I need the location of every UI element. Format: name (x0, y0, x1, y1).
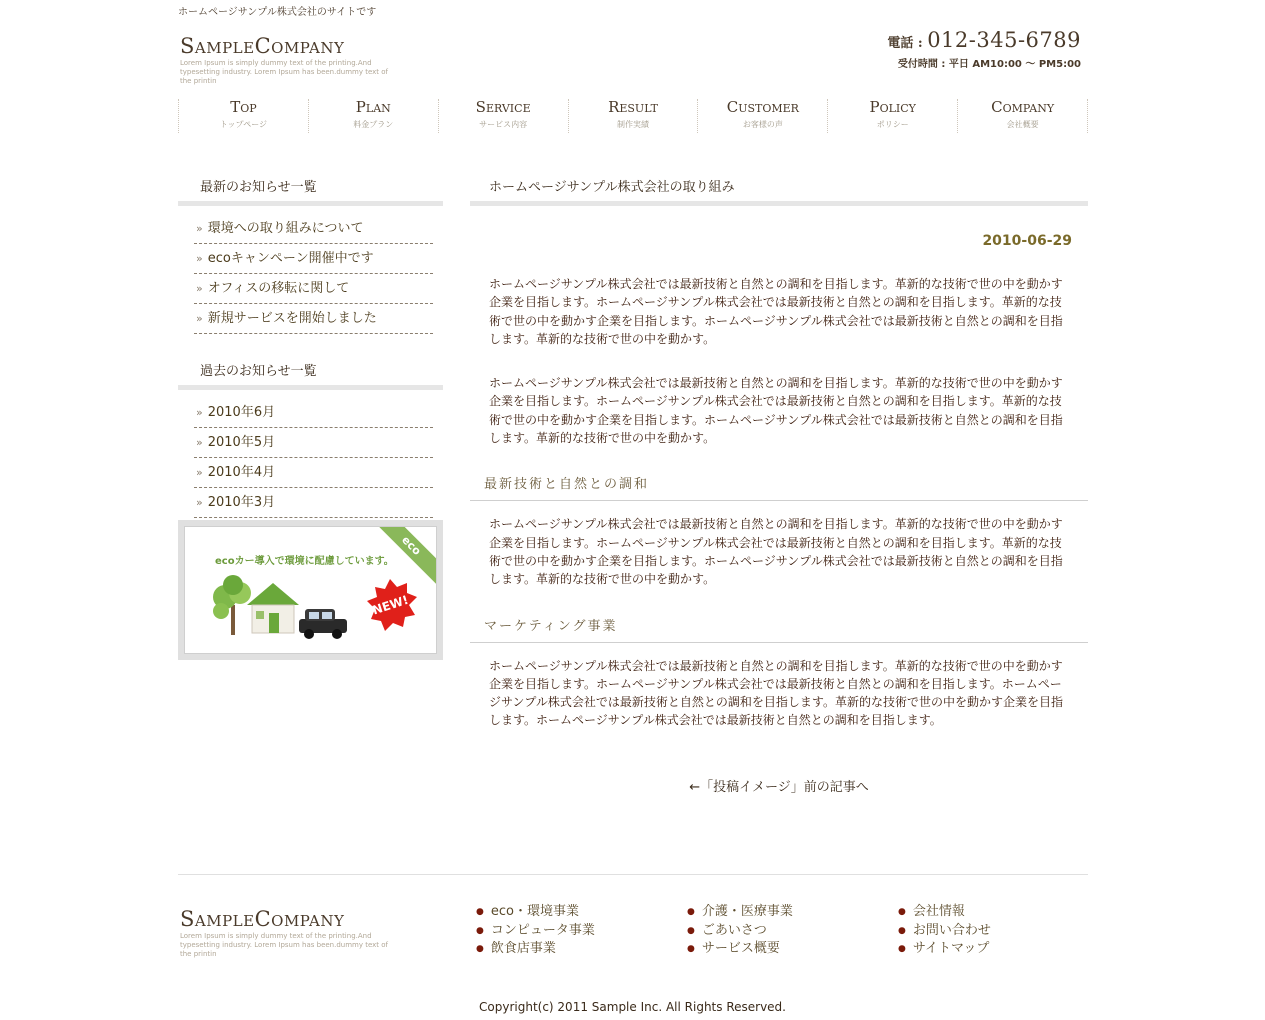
site-tagline: ホームページサンプル株式会社のサイトです (178, 7, 377, 18)
archive-item-label: 2010年3月 (207, 495, 276, 510)
nav-sublabel: 料金プラン (353, 120, 394, 129)
car-icon (299, 609, 347, 639)
nav-label: Top (230, 98, 257, 116)
logo-name: SampleCompany (180, 907, 345, 931)
latest-news-item[interactable] (194, 214, 433, 244)
latest-news-list (178, 214, 443, 334)
raquo-icon: » (196, 406, 203, 419)
nav-item-customer[interactable] (697, 99, 827, 133)
latest-news-item[interactable] (194, 244, 433, 274)
archive-item[interactable] (194, 488, 433, 518)
footer-link[interactable] (898, 922, 991, 941)
archive-item-label: 2010年5月 (207, 435, 276, 450)
archive-item[interactable] (194, 398, 433, 428)
eco-banner-text: ecoカー導入で環境に配慮しています。 (215, 556, 394, 567)
bullet-icon: ● (687, 944, 695, 954)
bullet-icon: ● (898, 907, 906, 917)
eco-ribbon: eco (373, 526, 437, 584)
copyright: Copyright(c) 2011 Sample Inc. All Rights Reserved. (479, 1000, 786, 1014)
nav-sublabel: お客様の声 (742, 120, 783, 129)
eco-illustration (185, 527, 437, 654)
nav-label: Result (608, 98, 658, 116)
bullet-icon: ● (898, 925, 906, 936)
raquo-icon: » (196, 466, 203, 479)
latest-news-heading: 最新のお知らせ一覧 (178, 170, 443, 206)
footer-links-col-1 (476, 903, 595, 959)
article-paragraph: ホームページサンプル株式会社では最新技術と自然との調和を目指します。革新的な技術で世の中を動かす企業を目指します。ホームページサンプル株式会社では最新技術と自然との調和を目指します。革新的な技術で世の中を動かす企業を目指します。ホームページサンプル株式会社では最新技術と自然との調和を目指します。革新的な技術で世の中を動かす。 (489, 277, 1063, 346)
logo-subtext: Lorem Ipsum is simply dummy text of the printing.And typesetting industry. Lorem Ipsum has been.dummy text of the printin (180, 59, 389, 85)
nav-item-plan[interactable] (308, 99, 438, 133)
nav-sublabel: ポリシー (876, 120, 909, 129)
news-item-label: 新規サービスを開始しました (207, 311, 377, 326)
raquo-icon: » (196, 436, 203, 449)
nav-label: Customer (726, 98, 799, 116)
footer-link-label: ごあいさつ (701, 922, 767, 938)
past-news-list (178, 398, 443, 518)
house-icon (247, 583, 299, 633)
bullet-icon: ● (476, 907, 484, 917)
global-nav (178, 99, 1088, 133)
eco-banner[interactable] (178, 520, 443, 660)
phone-number: 012-345-6789 (927, 28, 1081, 52)
news-item-label: オフィスの移転に関して (207, 281, 350, 296)
nav-sublabel: 制作実績 (617, 120, 649, 129)
section-title: 最新技術と自然との調和 (470, 473, 1088, 501)
nav-label: Company (991, 98, 1055, 116)
footer-link-label: 介護・医療事業 (701, 904, 793, 919)
tree-icon (213, 575, 251, 635)
raquo-icon: » (196, 312, 203, 325)
archive-item-label: 2010年6月 (207, 405, 276, 420)
nav-sublabel: トップページ (219, 120, 268, 129)
nav-item-service[interactable] (438, 99, 568, 133)
footer-link[interactable] (687, 922, 793, 941)
nav-label: Service (475, 98, 531, 116)
footer-link[interactable] (687, 940, 793, 959)
sidebar (178, 170, 443, 518)
archive-item-label: 2010年4月 (207, 465, 276, 480)
article-paragraph: ホームページサンプル株式会社では最新技術と自然との調和を目指します。革新的な技術で世の中を動かす企業を目指します。ホームページサンプル株式会社では最新技術と自然との調和を目指します。革新的な技術で世の中を動かす企業を目指します。ホームページサンプル株式会社では最新技術と自然との調和を目指します。革新的な技術で世の中を動かす。 (489, 376, 1063, 446)
latest-news-item[interactable] (194, 274, 433, 304)
new-badge-text: NEW! (370, 592, 411, 618)
new-badge-icon (367, 579, 417, 631)
past-news-heading: 過去のお知らせ一覧 (178, 354, 443, 390)
nav-sublabel: 会社概要 (1006, 120, 1039, 129)
article-paragraph: ホームページサンプル株式会社では最新技術と自然との調和を目指します。革新的な技術で世の中を動かす企業を目指します。ホームページサンプル株式会社では最新技術と自然との調和を目指します。革新的な技術で世の中を動かす企業を目指します。ホームページサンプル株式会社では最新技術と自然との調和を目指します。革新的な技術で世の中を動かす。 (489, 517, 1063, 587)
nav-item-result[interactable] (568, 99, 698, 133)
footer-link-label: eco・環境事業 (490, 904, 579, 919)
news-item-label: 環境への取り組みについて (207, 221, 364, 236)
section-title: マーケティング事業 (470, 615, 1088, 643)
footer-link-label: お問い合わせ (912, 922, 991, 938)
archive-item[interactable] (194, 428, 433, 458)
footer-links-col-3 (898, 903, 991, 959)
raquo-icon: » (196, 496, 203, 509)
phone-hours: 受付時間 : 平日 AM10:00 〜 PM5:00 (897, 59, 1081, 70)
footer-link[interactable] (898, 940, 991, 959)
bullet-icon: ● (687, 907, 695, 917)
logo-name: SampleCompany (180, 34, 345, 58)
eco-banner-inner (184, 526, 437, 654)
footer-link[interactable] (476, 903, 595, 922)
previous-post-link[interactable]: ←「投稿イメージ」前の記事へ (689, 779, 869, 795)
footer-link[interactable] (687, 903, 793, 922)
footer-link[interactable] (476, 940, 595, 959)
footer-links-col-2 (687, 903, 793, 959)
raquo-icon: » (196, 222, 203, 235)
main-content (470, 170, 1088, 795)
news-item-label: ecoキャンペーン開催中です (207, 251, 374, 266)
bullet-icon: ● (687, 925, 695, 936)
footer-link-label: サービス概要 (701, 941, 780, 956)
post-date: 2010-06-29 (982, 233, 1072, 249)
footer-link-label: 会社情報 (912, 904, 965, 919)
raquo-icon: » (196, 282, 203, 295)
footer-logo[interactable] (180, 907, 400, 959)
footer-link-label: コンピュータ事業 (490, 922, 595, 938)
nav-sublabel: サービス内容 (479, 120, 528, 129)
nav-item-company[interactable] (957, 99, 1088, 133)
nav-item-top[interactable] (178, 99, 308, 133)
article-paragraph: ホームページサンプル株式会社では最新技術と自然との調和を目指します。革新的な技術で世の中を動かす企業を目指します。ホームページサンプル株式会社では最新技術と自然との調和を目指します。ホームページサンプル株式会社では最新技術と自然との調和を目指します。革新的な技術で世の中を動かす企業を目指します。ホームページサンプル株式会社では最新技術と自然との調和を目指します。 (489, 658, 1063, 728)
phone-label: 電話 : (887, 36, 928, 51)
footer-link[interactable] (898, 903, 991, 922)
contact-phone (887, 28, 1081, 70)
footer-link[interactable] (476, 922, 595, 941)
latest-news-item[interactable] (194, 304, 433, 334)
nav-item-policy[interactable] (827, 99, 957, 133)
nav-label: Plan (355, 98, 391, 116)
raquo-icon: » (196, 252, 203, 265)
nav-label: Policy (869, 98, 916, 116)
footer-link-label: 飲食店事業 (490, 941, 556, 956)
archive-item[interactable] (194, 458, 433, 488)
footer-link-label: サイトマップ (912, 941, 990, 956)
footer-divider (178, 874, 1088, 875)
bullet-icon: ● (898, 944, 906, 954)
site-logo[interactable] (180, 34, 400, 86)
article-title: ホームページサンプル株式会社の取り組み (470, 170, 1088, 206)
logo-subtext: Lorem Ipsum is simply dummy text of the printing.And typesetting industry. Lorem Ipsum has been.dummy text of the printin (180, 932, 389, 958)
bullet-icon: ● (476, 944, 484, 954)
bullet-icon: ● (476, 925, 484, 936)
